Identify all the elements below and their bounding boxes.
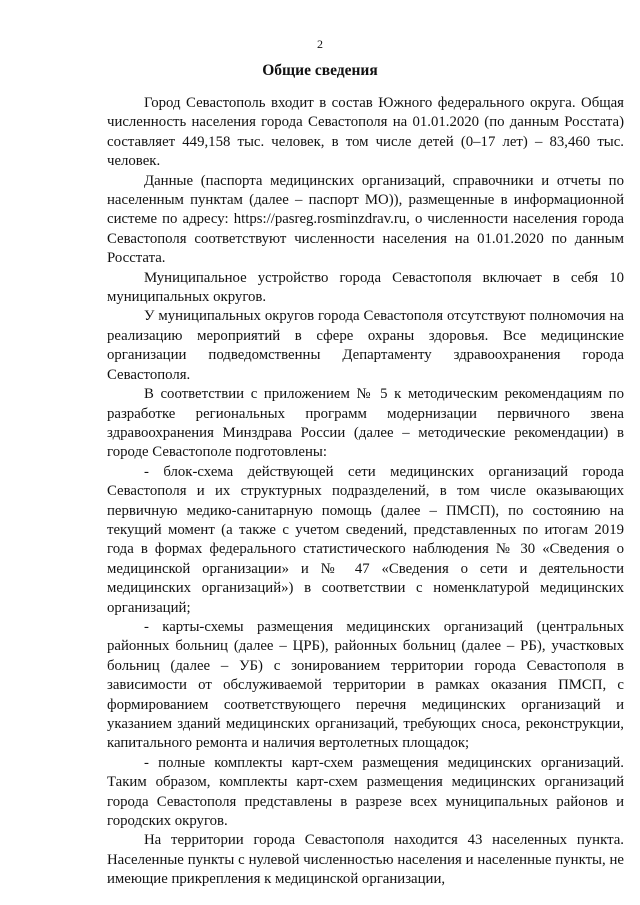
section-title: Общие сведения [262, 62, 378, 79]
list-item-block-scheme: - блок-схема действующей сети медицинских организаций города Севастополя и их структурных подразделений, в том числе оказывающих первичную медико-санитарную помощь (далее – ПМСП), по состоянию на текущий момент (а также с учетом сведений, представленных по итогам 2019 года в формах федерального статистического наблюдения № 30 «Сведения о медицинской организации» и № 47 «Сведения о сети и деятельности медицинских организаций») в соответствии с номенклатурой медицинских организаций; [107, 463, 624, 616]
paragraph-municipal-powers: У муниципальных округов города Севастополя отсутствуют полномочия на реализацию мероприятий в сфере охраны здоровья. Все медицинские организации подведомственны Департаменту здравоохранения города Севастополя. [107, 308, 624, 383]
paragraph-methodical-recommendations: В соответствии с приложением № 5 к методическим рекомендациям по разработке региональных программ модернизации первичного звена здравоохранения Минздрава России (далее – методические рекомендации) в городе Севастополе подготовлены: [107, 386, 624, 461]
list-item-full-map-sets: - полные комплекты карт-схем размещения медицинских организаций. Таким образом, комплекты карт-схем размещения медицинских организаций города Севастополя представлены в разрезе всех муниципальных районов и городских округов. [107, 754, 624, 830]
page-number: 2 [317, 37, 323, 51]
paragraph-mo-passport-data: Данные (паспорта медицинских организаций, справочники и отчеты по населенным пунктам (далее – паспорт МО)), размещенные в информационной системе по адресу: https://pasreg.rosminzdrav.ru, о численности населения города Севастополя соответствуют численности населения на 01.01.2020 по данным Росстата. [107, 172, 624, 267]
paragraph-federal-district: Город Севастополь входит в состав Южного федерального округа. Общая численность населения города Севастополя на 01.01.2020 (по данным Росстата) составляет 449,158 тыс. человек, в том числе детей (0–17 лет) – 83,460 тыс. человек. [107, 95, 624, 170]
list-item-map-schemes: - карты-схемы размещения медицинских организаций (центральных районных больниц (далее – ЦРБ), районных больниц (далее – РБ), участковых больниц (далее – УБ) с зонированием территории города Севастополя в зависимости от обслуживаемой территории в рамках оказания ПМСП, с формированием соответствующего перечня медицинских организаций и указанием зданий медицинских организаций, требующих сноса, реконструкции, капитального ремонта и наличия вертолетных площадок; [107, 618, 624, 752]
paragraph-settlements: На территории города Севастополя находится 43 населенных пункта. Населенные пункты с нулевой численностью населения и населенные пункты, не имеющие прикрепления к медицинской организации, [107, 832, 624, 888]
document-body [107, 94, 624, 890]
paragraph-municipal-structure: Муниципальное устройство города Севастополя включает в себя 10 муниципальных округов. [107, 269, 624, 306]
